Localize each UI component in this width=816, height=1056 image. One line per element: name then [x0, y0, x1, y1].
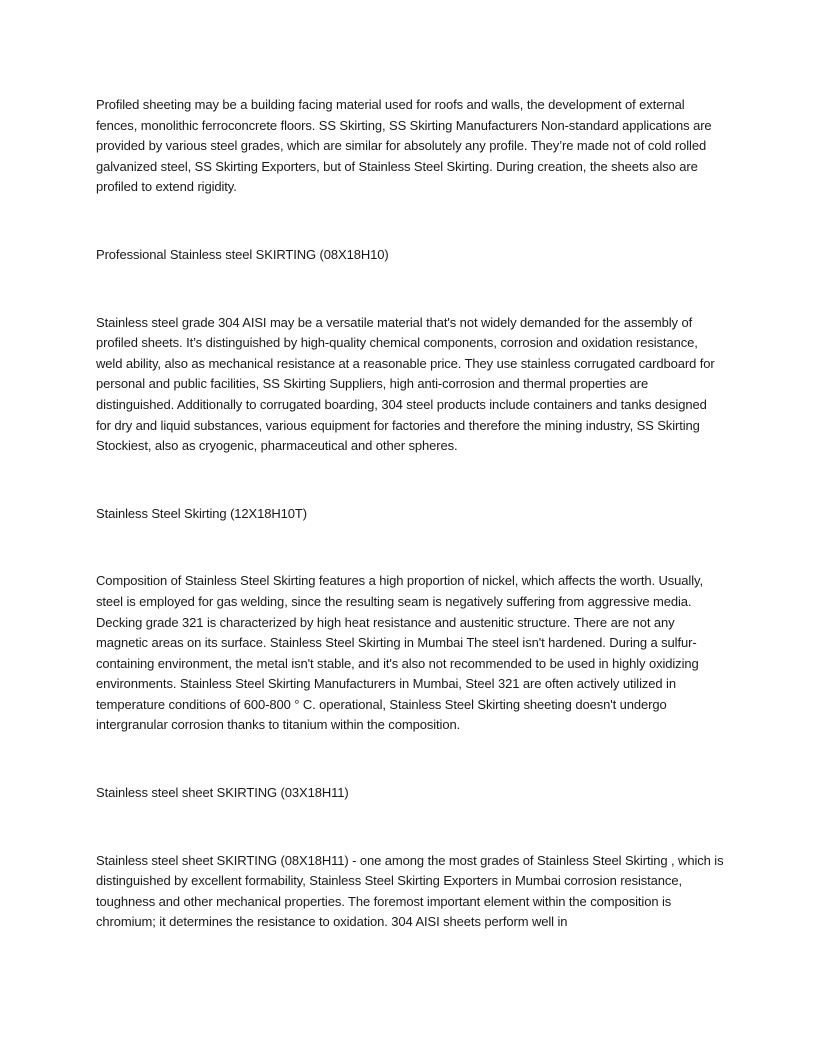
heading-stainless-steel-skirting-12x18h10t: Stainless Steel Skirting (12X18H10T) — [96, 505, 308, 521]
paragraph-08x18h11: Stainless steel sheet SKIRTING (08X18H11) - one among the most grades of Stainless Steel Skirting , which is distinguished by excellent formability, Stainless Steel Skirting Exporters in Mumbai corrosion resistance, toughness and other mechanical properties. The foremost important element within the composition is chromium; it determines the resistance to oxidation. 304 AISI sheets perform well in — [96, 852, 724, 930]
heading-stainless-steel-sheet-03x18h11: Stainless steel sheet SKIRTING (03X18H11) — [96, 785, 349, 801]
paragraph-grade-304: Stainless steel grade 304 AISI may be a versatile material that's not widely demanded for the assembly of profiled sheets. It’s distinguished by high-quality chemical components, corrosion and oxidation resistance, weld ability, also as mechanical resistance at a reasonable price. They use stainless corrugated cardboard for personal and public facilities, SS Skirting Suppliers, high anti-corrosion and thermal properties are distinguished. Additionally to corrugated boarding, 304 steel products include containers and tanks designed for dry and liquid substances, various equipment for factories and therefore the mining industry, SS Skirting Stockiest, also as cryogenic, pharmaceutical and other spheres. — [96, 314, 715, 454]
heading-professional-stainless-steel-skirting: Professional Stainless steel SKIRTING (08X18H10) — [96, 246, 389, 262]
document-page — [96, 95, 724, 933]
paragraph-composition-nickel: Composition of Stainless Steel Skirting features a high proportion of nickel, which affects the worth. Usually, steel is employed for gas welding, since the resulting seam is negatively suffering from aggressive media. Decking grade 321 is characterized by high heat resistance and austenitic structure. There are not any magnetic areas on its surface. Stainless Steel Skirting in Mumbai The steel isn't hardened. During a sulfur-containing environment, the metal isn't stable, and it's also not recommended to be used in highly oxidizing environments. Stainless Steel Skirting Manufacturers in Mumbai, Steel 321 are often actively utilized in temperature conditions of 600-800 ° C. operational, Stainless Steel Skirting sheeting doesn't undergo intergranular corrosion thanks to titanium within the composition. — [96, 573, 703, 733]
paragraph-profiled-sheeting: Profiled sheeting may be a building facing material used for roofs and walls, the development of external fences, monolithic ferroconcrete floors. SS Skirting, SS Skirting Manufacturers Non-standard applications are provided by various steel grades, which are similar for absolutely any profile. They’re made not of cold rolled galvanized steel, SS Skirting Exporters, but of Stainless Steel Skirting. During creation, the sheets also are profiled to extend rigidity. — [96, 97, 712, 195]
